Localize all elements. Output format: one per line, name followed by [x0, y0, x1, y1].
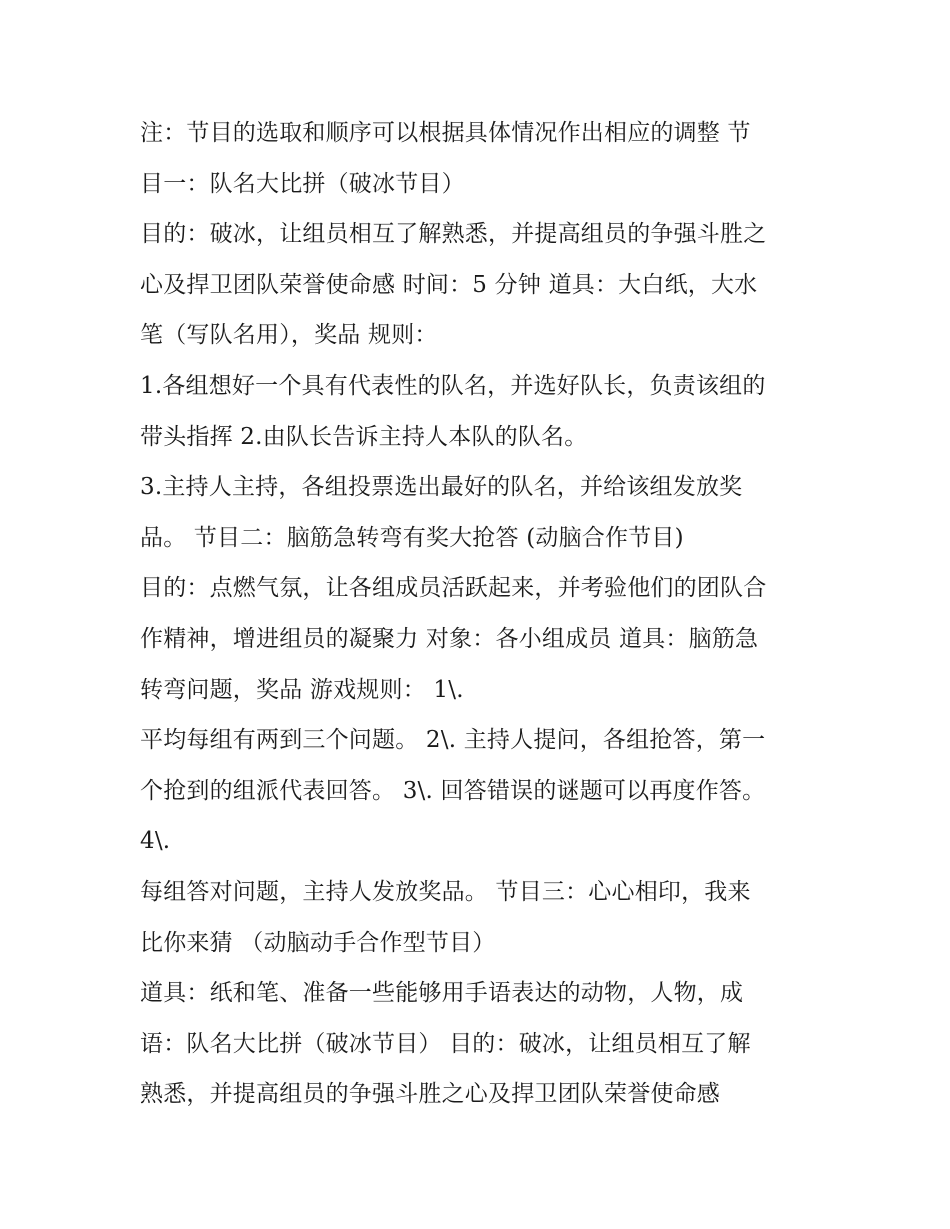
text-line: 道具：纸和笔、准备一些能够用手语表达的动物，人物，成: [140, 980, 744, 1007]
body-text: [140, 108, 820, 1120]
text-line: 目的：点燃气氛，让各组成员活跃起来，并考验他们的团队合: [140, 575, 767, 602]
text-line: 4\.: [140, 828, 171, 855]
text-line: 语：队名大比拼（破冰节目） 目的：破冰，让组员相互了解: [140, 1030, 751, 1057]
text-line: 目一：队名大比拼（破冰节目）: [140, 170, 465, 197]
text-line: 转弯问题，奖品 游戏规则： 1\.: [140, 676, 464, 703]
text-line: 作精神，增进组员的凝聚力 对象：各小组成员 道具：脑筋急: [140, 625, 759, 652]
text-line: 目的：破冰，让组员相互了解熟悉，并提高组员的争强斗胜之: [140, 221, 767, 248]
text-line: 1.各组想好一个具有代表性的队名，并选好队长，负责该组的: [140, 372, 766, 399]
text-line: 个抢到的组派代表回答。 3\. 回答错误的谜题可以再度作答。: [140, 777, 766, 804]
text-line: 熟悉，并提高组员的争强斗胜之心及捍卫团队荣誉使命感: [140, 1081, 720, 1108]
text-line: 平均每组有两到三个问题。 2\. 主持人提问，各组抢答，第一: [140, 727, 766, 754]
text-line: 注：节目的选取和顺序可以根据具体情况作出相应的调整 节: [140, 120, 751, 146]
text-line: 比你来猜 （动脑动手合作型节目）: [140, 929, 496, 956]
text-line: 品。 节目二：脑筋急转弯有奖大抢答 (动脑合作节目): [140, 524, 684, 551]
text-line: 带头指挥 2.由队长告诉主持人本队的队名。: [140, 423, 588, 450]
text-line: 每组答对问题，主持人发放奖品。 节目三：心心相印，我来: [140, 878, 751, 905]
text-line: 笔（写队名用），奖品 规则：: [140, 322, 438, 349]
text-line: 心及捍卫团队荣誉使命感 时间：5 分钟 道具：大白纸，大水: [140, 271, 758, 298]
text-line: 3.主持人主持，各组投票选出最好的队名，并给该组发放奖: [140, 474, 743, 501]
